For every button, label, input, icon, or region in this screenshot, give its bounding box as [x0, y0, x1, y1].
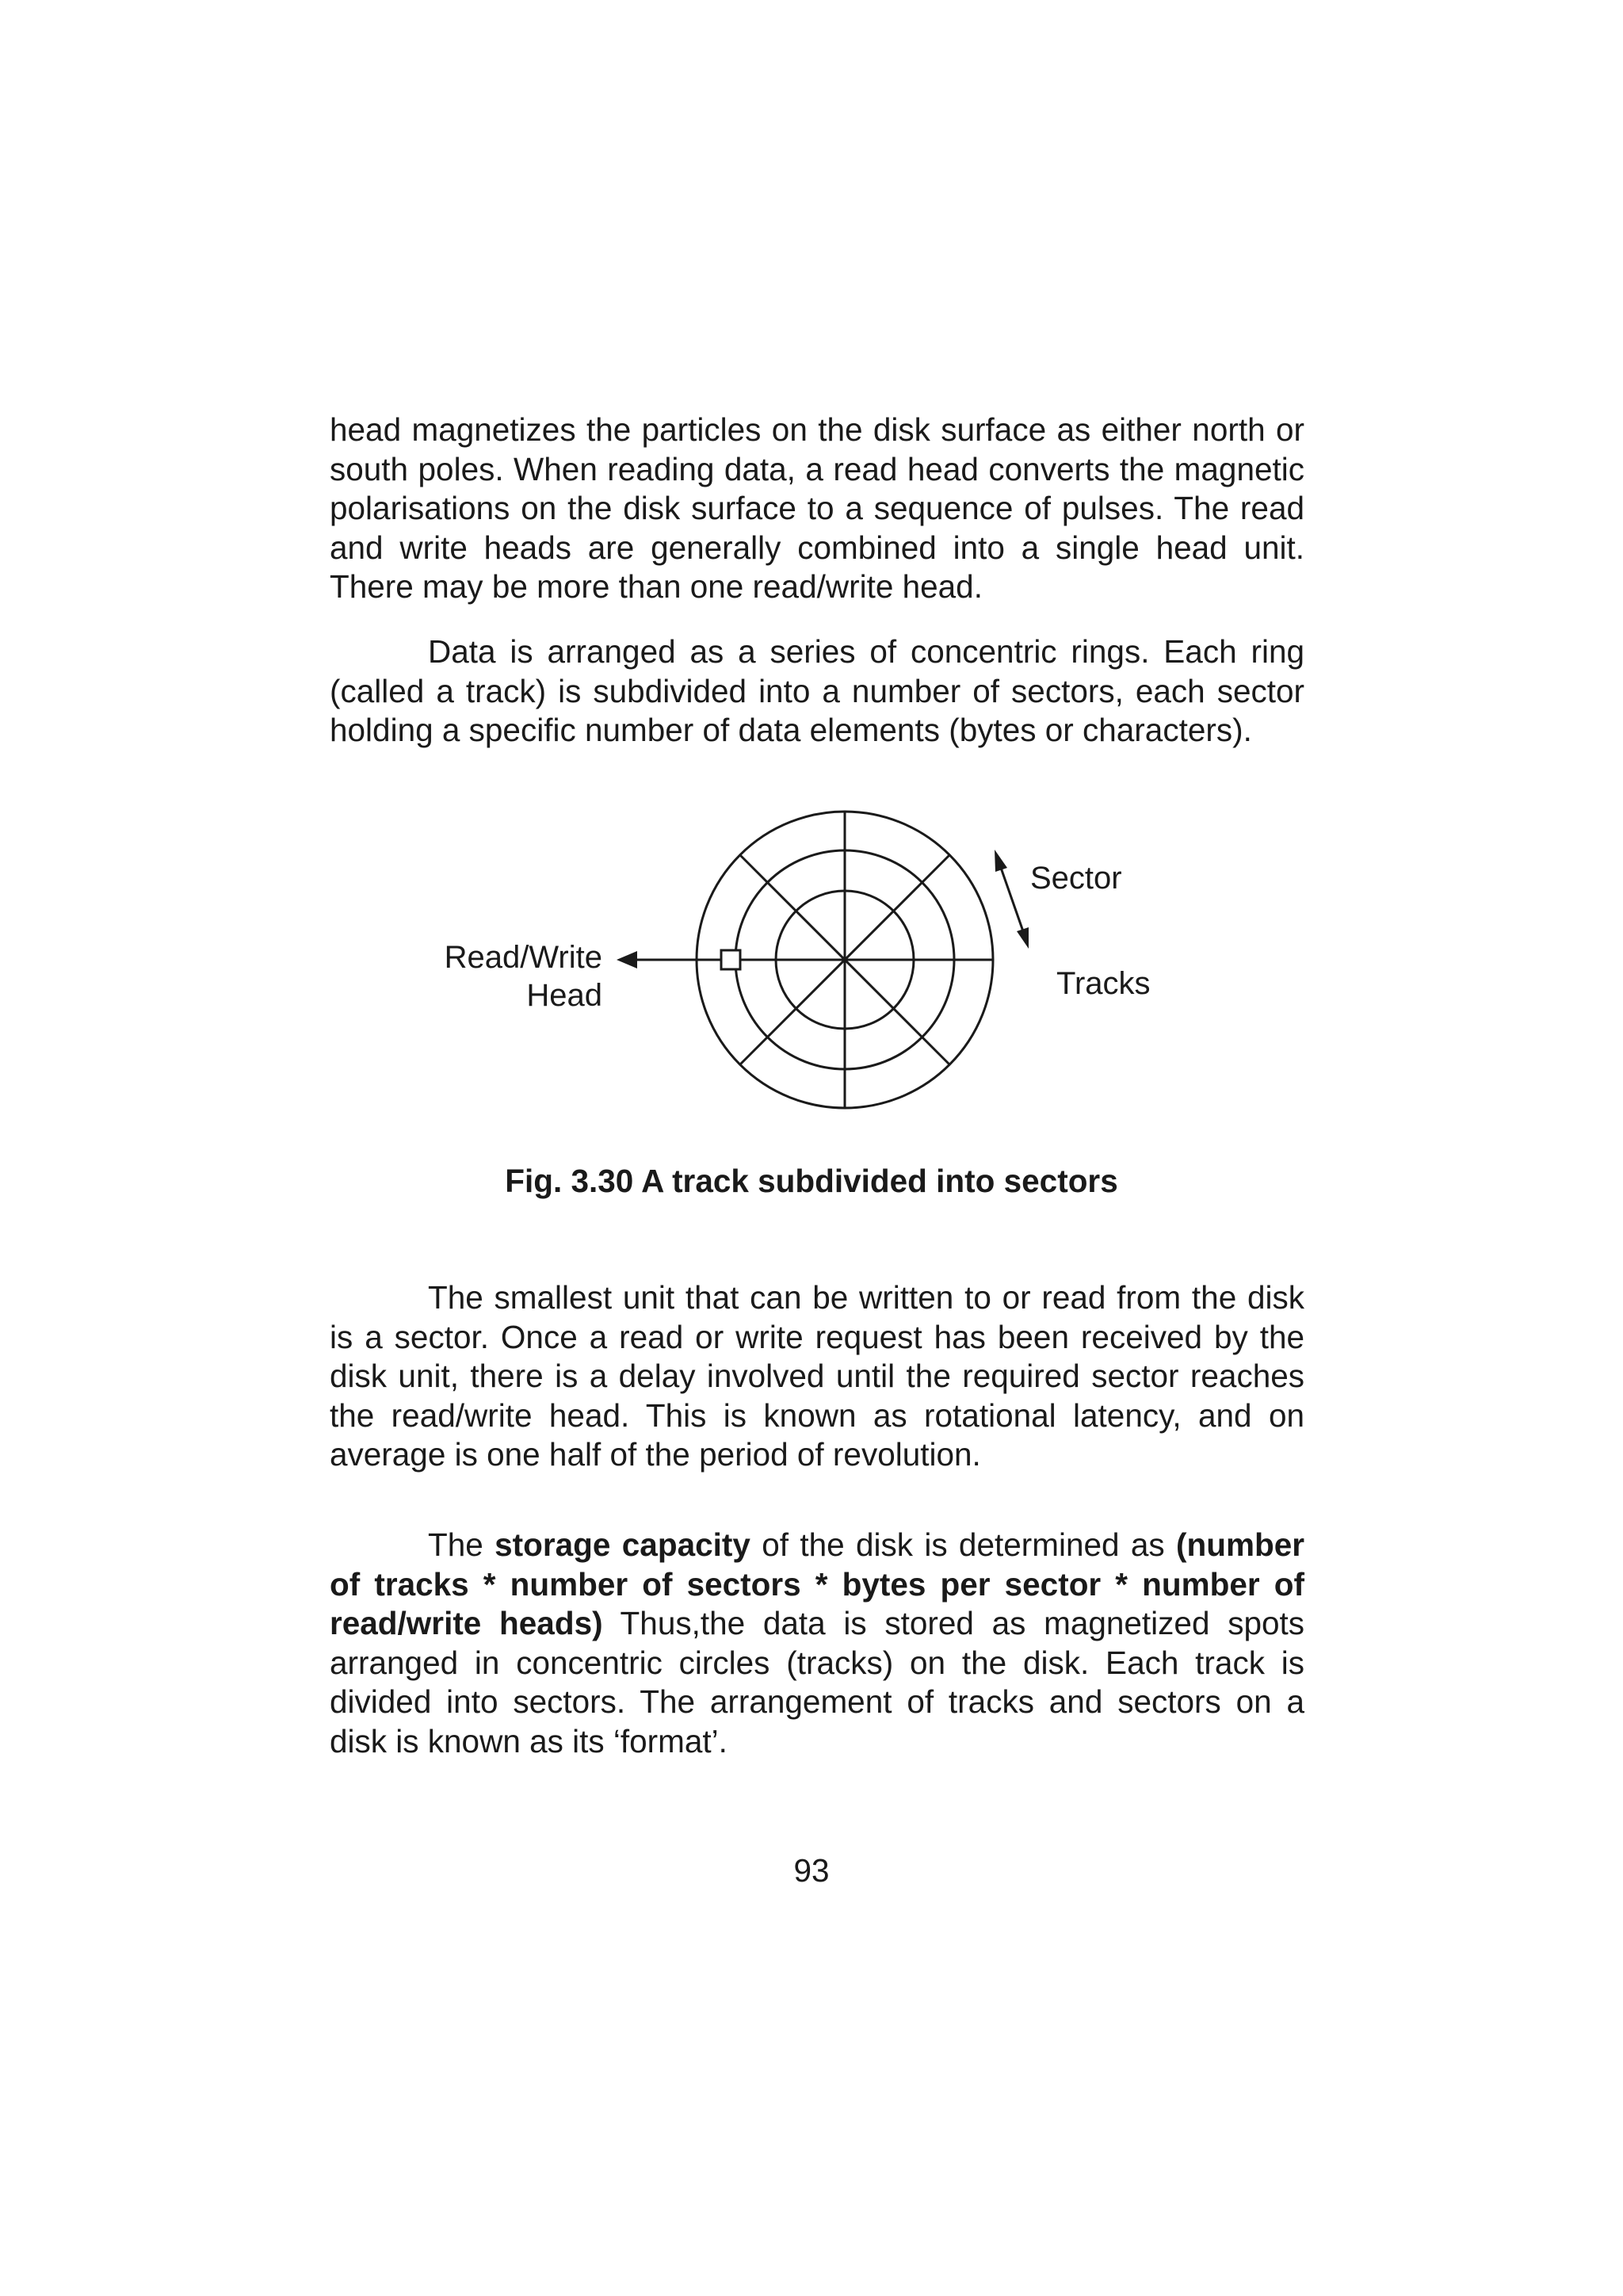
paragraph-4-text-1: The — [428, 1526, 495, 1563]
sector-arrow-shaft — [1001, 868, 1023, 931]
sector-label: Sector — [1030, 861, 1122, 896]
paragraph-4-text-3: Thus,the data is stored as magnetized spots arranged in concentric circles (tracks) on the disk. Each track is divided into sectors. The arrangement of tracks and sectors on a disk is known as its ‘format’. — [330, 1605, 1304, 1759]
read-write-head-box — [721, 950, 740, 969]
head-label-line2: Head — [526, 978, 602, 1013]
paragraph-4-text-2: of the disk is determined as — [750, 1526, 1177, 1563]
paragraph-4 — [330, 1526, 1304, 1761]
tracks-label: Tracks — [1056, 966, 1151, 1001]
head-arrowhead — [617, 951, 637, 968]
paragraph-3: The smallest unit that can be written to or read from the disk is a sector. Once a read or write request has been received by the disk unit, there is a delay involved until the required sector reaches the read/write head. This is known as rotational latency, and on average is one half of the period of revolution. — [330, 1279, 1304, 1473]
head-label-line1: Read/Write — [444, 940, 602, 975]
page-number: 93 — [793, 1852, 830, 1889]
paragraph-2: Data is arranged as a series of concentric rings. Each ring (called a track) is subdivided into a number of sectors, each sector holding a specific number of data elements (bytes or characters). — [330, 633, 1304, 748]
paragraph-1: head magnetizes the particles on the disk surface as either north or south poles. When reading data, a read head converts the magnetic polarisations on the disk surface to a sequence of pulses. The read and write heads are generally combined into a single head unit. There may be more than one read/write head. — [330, 411, 1304, 605]
sector-arrowhead-down — [1017, 927, 1029, 949]
storage-capacity-formula: (number of tracks * number of sectors * bytes per sector * number of read/write heads) — [330, 1526, 1305, 1641]
sector-arrowhead-up — [995, 850, 1007, 872]
figure-caption: Fig. 3.30 A track subdivided into sectors — [505, 1163, 1118, 1199]
storage-capacity-term: storage capacity — [495, 1526, 750, 1563]
